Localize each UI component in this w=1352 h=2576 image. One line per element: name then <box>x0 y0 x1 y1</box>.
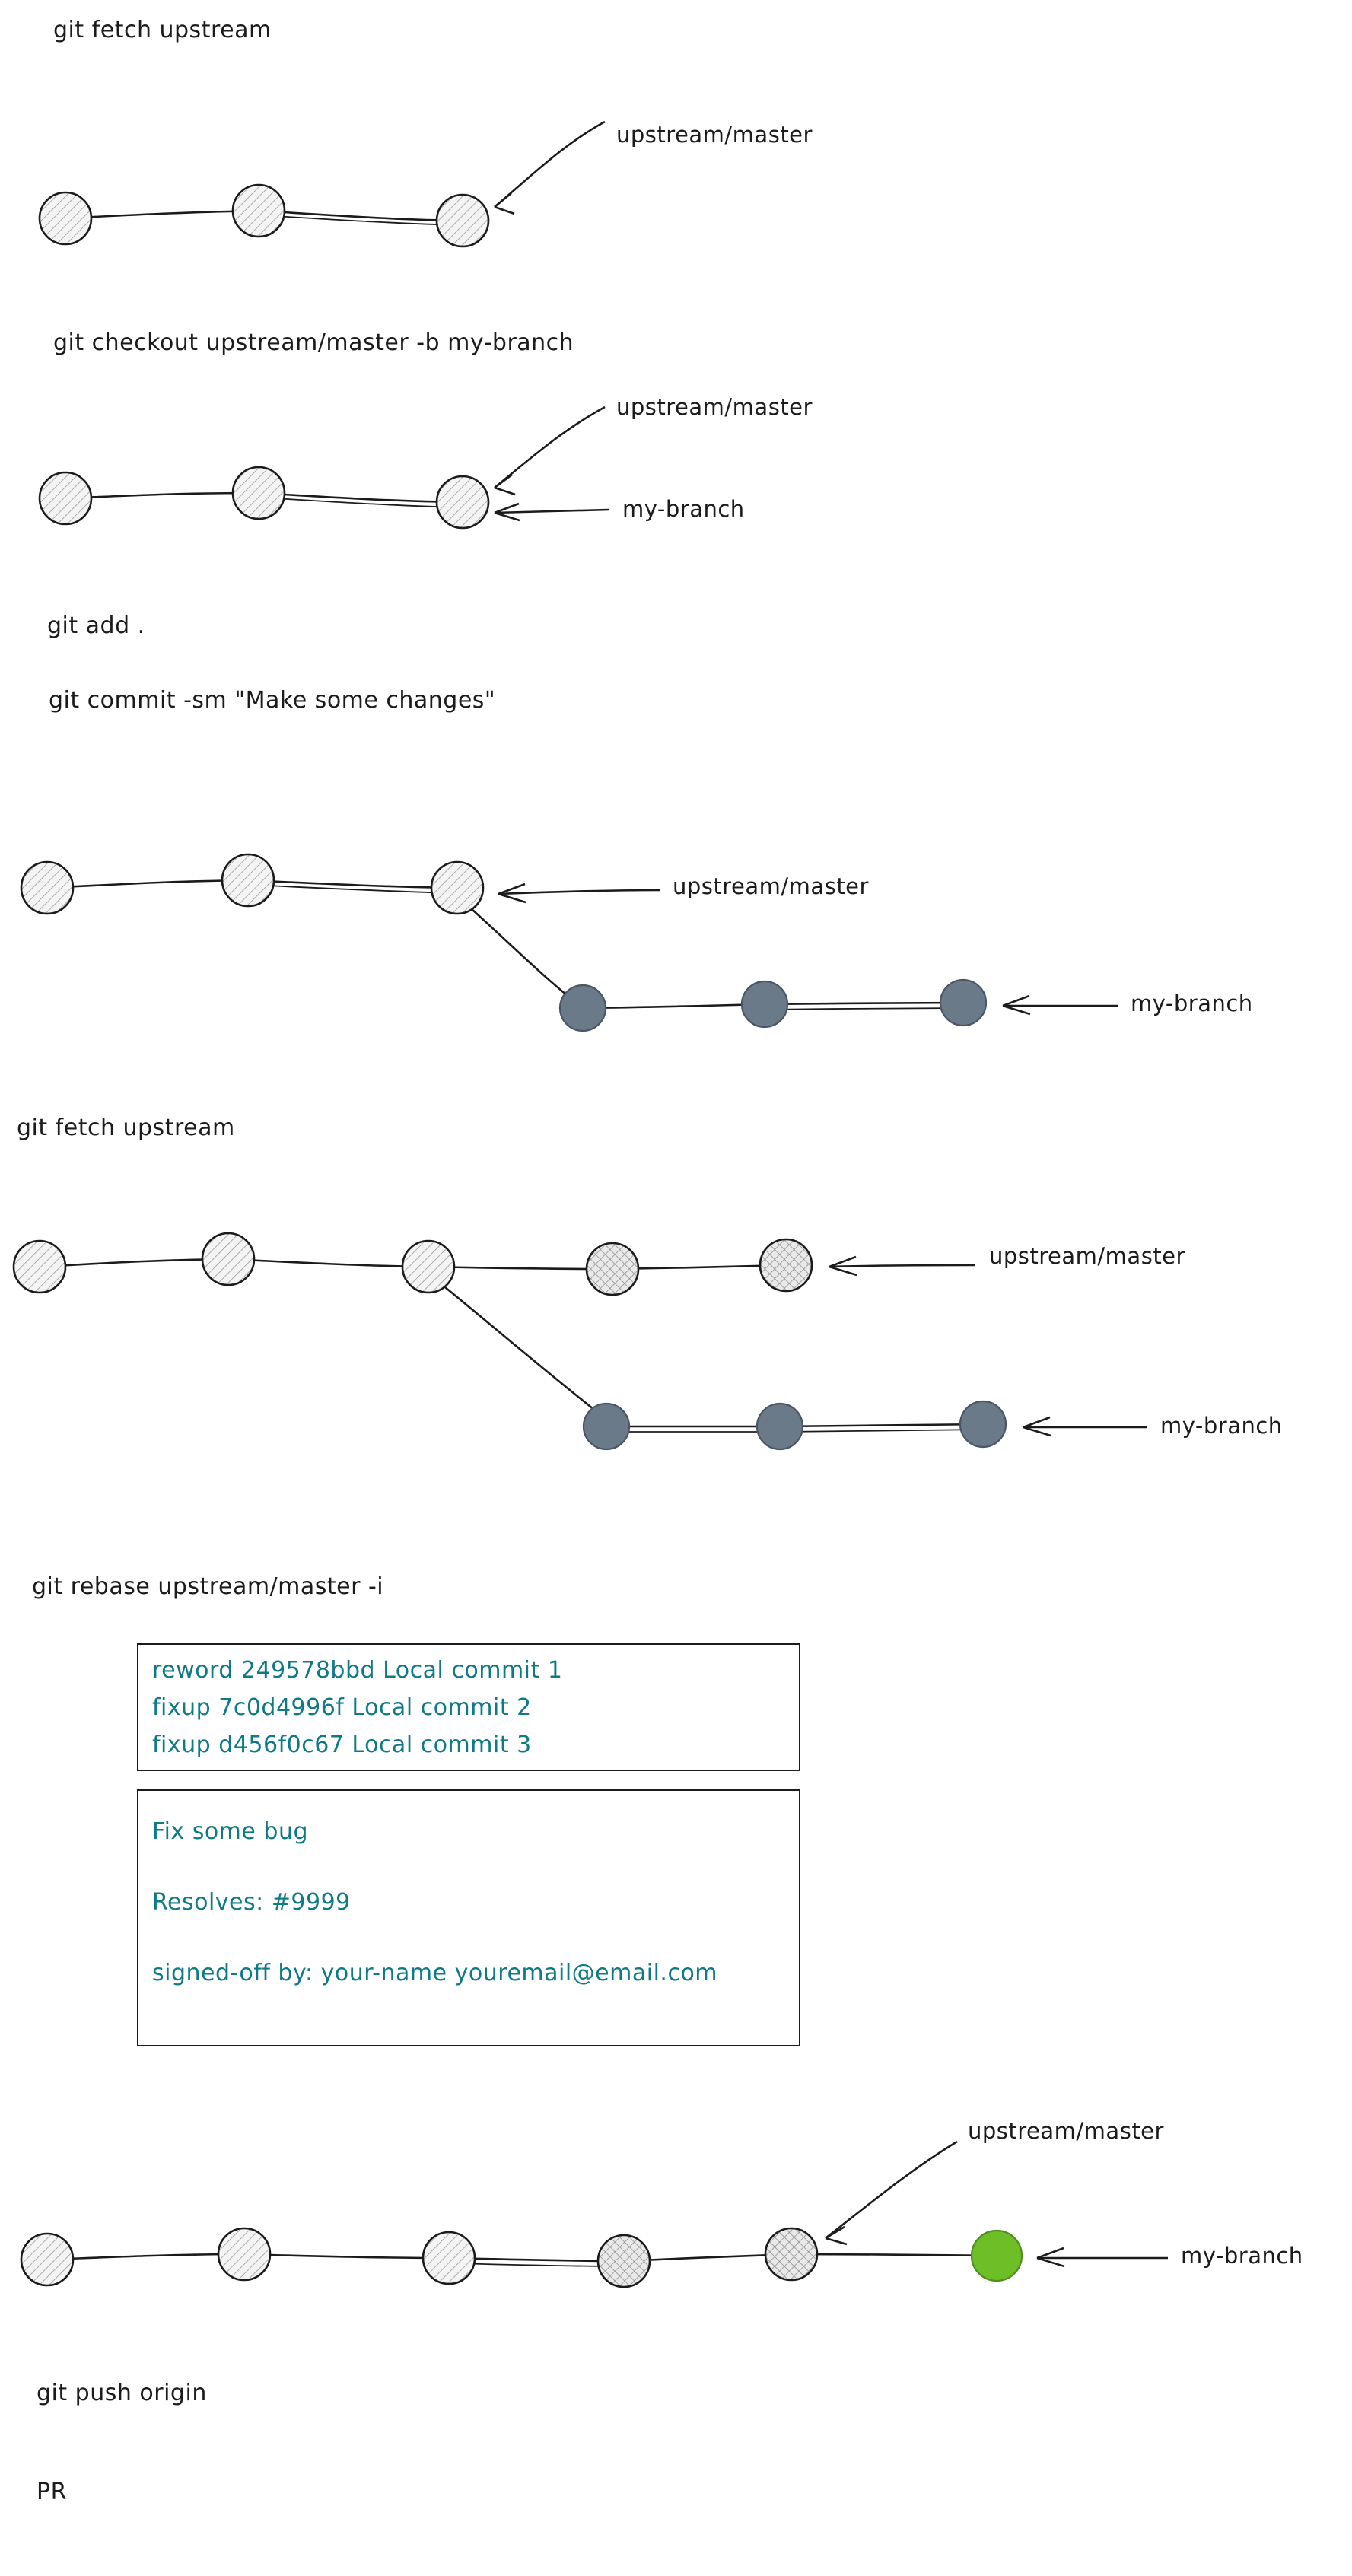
label-upstream-master-4: upstream/master <box>989 1243 1185 1269</box>
commit-message-subject[interactable]: Fix some bug <box>152 1818 308 1845</box>
arrow-upstream-master <box>826 2142 957 2238</box>
commit-node-upstream-new <box>587 1243 638 1295</box>
commit-node-upstream <box>21 2234 73 2285</box>
commit-graph-4 <box>14 1233 1147 1449</box>
command-git-commit: git commit -sm "Make some changes" <box>49 687 496 714</box>
commit-node-upstream <box>431 862 483 914</box>
label-my-branch-2: my-branch <box>622 496 745 522</box>
label-upstream-master-2: upstream/master <box>616 394 813 420</box>
rebase-todo-line-3[interactable]: fixup d456f0c67 Local commit 3 <box>152 1732 532 1758</box>
commit-graph-5 <box>21 2142 1168 2287</box>
commit-node-upstream-new <box>598 2235 650 2287</box>
rebase-todo-line-1[interactable]: reword 249578bbd Local commit 1 <box>152 1657 563 1684</box>
commit-message-resolves[interactable]: Resolves: #9999 <box>152 1889 351 1916</box>
label-upstream-master-3: upstream/master <box>673 873 869 899</box>
commit-node-upstream <box>233 467 285 519</box>
commit-node-upstream-new <box>760 1239 812 1291</box>
commit-node-upstream <box>218 2228 270 2280</box>
command-git-push-origin: git push origin <box>37 2380 207 2406</box>
rebase-todo-line-2[interactable]: fixup 7c0d4996f Local commit 2 <box>152 1694 532 1721</box>
commit-node-upstream <box>14 1241 65 1293</box>
commit-node-upstream <box>40 192 91 244</box>
commit-node-upstream <box>40 472 91 524</box>
commit-node-local <box>757 1404 803 1449</box>
commit-node-local <box>742 981 787 1027</box>
command-git-checkout-branch: git checkout upstream/master -b my-branch <box>53 329 574 356</box>
arrow-upstream-master <box>829 1265 975 1267</box>
commit-node-upstream <box>21 862 73 914</box>
commit-graph-3 <box>21 854 1118 1031</box>
commit-node-upstream-new <box>765 2228 817 2280</box>
command-git-rebase-interactive: git rebase upstream/master -i <box>32 1573 384 1600</box>
commit-graph-1 <box>40 122 605 246</box>
label-my-branch-4: my-branch <box>1160 1413 1283 1439</box>
commit-node-upstream <box>233 185 285 237</box>
command-pull-request: PR <box>37 2479 67 2505</box>
command-git-fetch-upstream-2: git fetch upstream <box>17 1115 235 1141</box>
commit-node-upstream <box>202 1233 254 1285</box>
commit-node-local <box>560 985 606 1031</box>
commit-message-signoff[interactable]: signed-off by: your-name youremail@email.com <box>152 1960 718 1986</box>
label-my-branch-3: my-branch <box>1131 991 1253 1016</box>
commit-node-local <box>960 1401 1006 1447</box>
commit-graph-2 <box>40 407 609 528</box>
commit-node-upstream <box>437 195 488 246</box>
commit-node-upstream <box>402 1241 454 1293</box>
arrow-upstream-master <box>498 890 660 894</box>
label-upstream-master-1: upstream/master <box>616 122 813 148</box>
command-git-add: git add . <box>47 612 145 639</box>
label-upstream-master-5: upstream/master <box>968 2118 1164 2144</box>
commit-node-local <box>584 1404 629 1449</box>
commit-node-upstream <box>222 854 274 906</box>
commit-node-final <box>972 2231 1022 2281</box>
commit-node-local <box>940 980 986 1026</box>
commit-node-upstream <box>437 476 488 528</box>
commit-node-upstream <box>423 2232 475 2284</box>
label-my-branch-5: my-branch <box>1181 2243 1303 2269</box>
arrow-my-branch <box>495 510 609 513</box>
command-git-fetch-upstream-1: git fetch upstream <box>53 17 272 43</box>
